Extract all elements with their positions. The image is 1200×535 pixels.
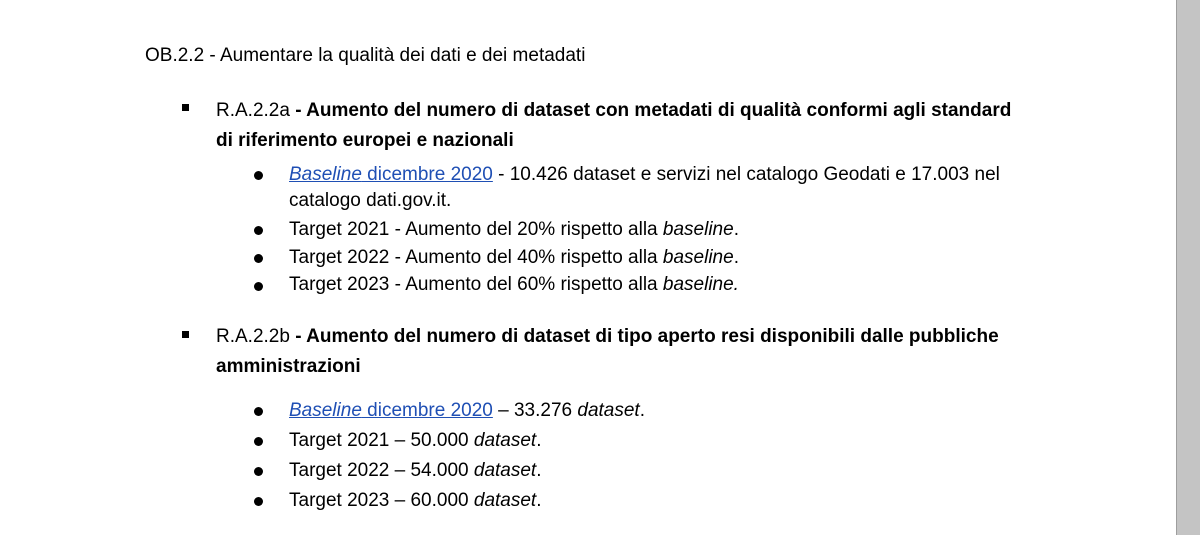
result-a-item-baseline-cont: catalogo dati.gov.it. xyxy=(289,190,452,211)
bullet-icon xyxy=(254,407,263,416)
bullet-icon xyxy=(254,497,263,506)
bullet-icon xyxy=(254,171,263,180)
bullet-icon xyxy=(254,254,263,263)
result-a-item-target-2023: Target 2023 - Aumento del 60% rispetto alla baseline. xyxy=(289,274,739,295)
result-a-item-target-2022: Target 2022 - Aumento del 40% rispetto alla baseline. xyxy=(289,247,739,268)
bullet-icon xyxy=(254,467,263,476)
result-a-item-baseline: Baseline dicembre 2020 - 10.426 dataset e servizi nel catalogo Geodati e 17.003 nel xyxy=(289,164,1000,185)
square-bullet-icon xyxy=(182,331,189,338)
bullet-icon xyxy=(254,282,263,291)
square-bullet-icon xyxy=(182,104,189,111)
bullet-icon xyxy=(254,437,263,446)
result-b-code: R.A.2.2b xyxy=(216,326,290,347)
result-a-title-line2: di riferimento europei e nazionali xyxy=(216,130,514,151)
result-b-item-target-2021: Target 2021 – 50.000 dataset. xyxy=(289,430,542,451)
result-b-item-baseline: Baseline dicembre 2020 – 33.276 dataset. xyxy=(289,400,645,421)
result-b-item-target-2022: Target 2022 – 54.000 dataset. xyxy=(289,460,542,481)
result-a-code: R.A.2.2a xyxy=(216,100,290,121)
bullet-icon xyxy=(254,226,263,235)
result-a-title-line1: - Aumento del numero di dataset con metadati di qualità conformi agli standard xyxy=(289,100,1012,121)
baseline-link[interactable]: Baseline dicembre 2020 xyxy=(289,164,493,185)
result-a-title xyxy=(216,96,1076,156)
section-heading: OB.2.2 - Aumentare la qualità dei dati e dei metadati xyxy=(145,45,586,66)
result-b-title xyxy=(216,322,1076,382)
result-b-title-line2: amministrazioni xyxy=(216,356,361,377)
result-a-item-target-2021: Target 2021 - Aumento del 20% rispetto alla baseline. xyxy=(289,219,739,240)
baseline-link[interactable]: Baseline dicembre 2020 xyxy=(289,400,493,421)
result-b-title-line1: - Aumento del numero di dataset di tipo aperto resi disponibili dalle pubbliche xyxy=(289,326,999,347)
page-edge xyxy=(1176,0,1200,535)
result-b-item-target-2023: Target 2023 – 60.000 dataset. xyxy=(289,490,542,511)
